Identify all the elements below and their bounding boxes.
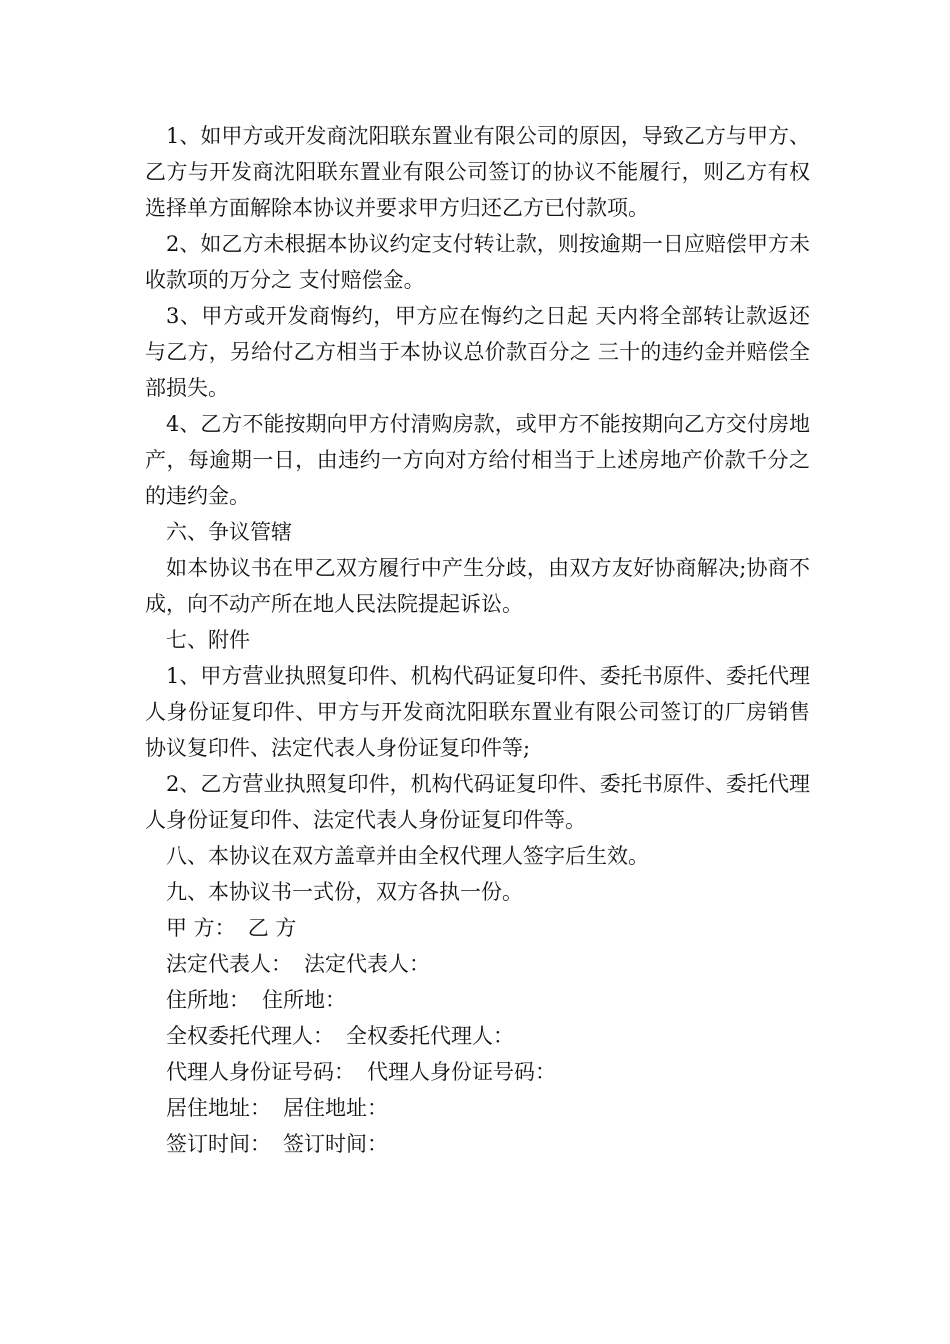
section-7-heading: 七、附件 xyxy=(166,628,250,652)
party-b-field: 全权委托代理人： xyxy=(346,1024,514,1048)
party-b-field: 法定代表人： xyxy=(304,952,430,976)
section-6-heading: 六、争议管辖 xyxy=(166,520,292,544)
attachment-item-1: 1、甲方营业执照复印件、机构代码证复印件、委托书原件、委托代理人身份证复印件、甲方与开发商沈阳联东置业有限公司签订的厂房销售协议复印件、法定代表人身份证复印件等; xyxy=(145,664,810,760)
party-a-field: 住所地： xyxy=(166,988,250,1012)
party-b-field: 代理人身份证号码： xyxy=(367,1060,556,1084)
party-b-label: 乙 方 xyxy=(247,916,297,940)
party-b-field: 签订时间： xyxy=(283,1132,388,1156)
party-a-label: 甲 方： xyxy=(166,916,236,940)
attachment-item-2: 2、乙方营业执照复印件，机构代码证复印件、委托书原件、委托代理人身份证复印件、法定代表人身份证复印件等。 xyxy=(145,772,810,832)
party-b-field: 住所地： xyxy=(262,988,346,1012)
section-6-text: 如本协议书在甲乙双方履行中产生分歧，由双方友好协商解决;协商不成，向不动产所在地人民法院提起诉讼。 xyxy=(145,556,810,616)
signature-row-agent xyxy=(145,1018,810,1054)
signature-row-date xyxy=(145,1126,810,1162)
party-a-field: 签订时间： xyxy=(166,1132,271,1156)
signature-row-legal-rep xyxy=(145,946,810,982)
signature-row-agent-id xyxy=(145,1054,810,1090)
clause-3: 3、甲方或开发商悔约，甲方应在悔约之日起 天内将全部转让款返还与乙方，另给付乙方相当于本协议总价款百分之 三十的违约金并赔偿全部损失。 xyxy=(145,304,810,400)
section-9: 九、本协议书一式份，双方各执一份。 xyxy=(166,880,523,904)
document-body xyxy=(145,118,810,1162)
clause-4: 4、乙方不能按期向甲方付清购房款，或甲方不能按期向乙方交付房地产，每逾期一日，由违约一方向对方给付相当于上述房地产价款千分之 的违约金。 xyxy=(145,412,810,508)
party-a-field: 法定代表人： xyxy=(166,952,292,976)
party-a-field: 代理人身份证号码： xyxy=(166,1060,355,1084)
signature-parties xyxy=(145,910,810,946)
clause-2: 2、如乙方未根据本协议约定支付转让款，则按逾期一日应赔偿甲方未收款项的万分之 支付赔偿金。 xyxy=(145,232,810,292)
party-b-field: 居住地址： xyxy=(283,1096,388,1120)
party-a-field: 居住地址： xyxy=(166,1096,271,1120)
party-a-field: 全权委托代理人： xyxy=(166,1024,334,1048)
signature-row-residence xyxy=(145,1090,810,1126)
section-8: 八、本协议在双方盖章并由全权代理人签字后生效。 xyxy=(166,844,649,868)
clause-1: 1、如甲方或开发商沈阳联东置业有限公司的原因，导致乙方与甲方、乙方与开发商沈阳联东置业有限公司签订的协议不能履行，则乙方有权选择单方面解除本协议并要求甲方归还乙方已付款项。 xyxy=(145,124,810,220)
signature-row-domicile xyxy=(145,982,810,1018)
